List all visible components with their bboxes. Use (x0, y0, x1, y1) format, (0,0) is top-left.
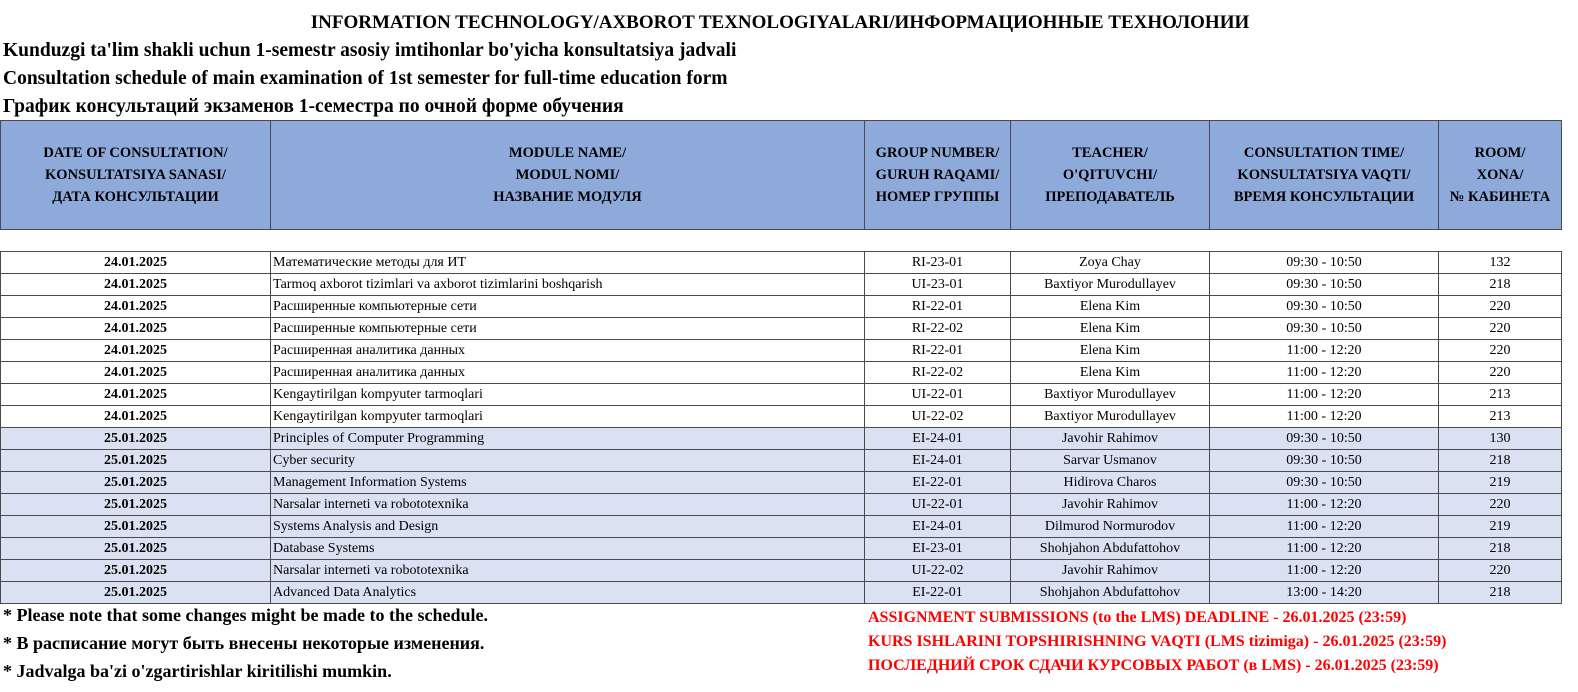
deadline-en: ASSIGNMENT SUBMISSIONS (to the LMS) DEADLINE - 26.01.2025 (23:59) (868, 609, 1407, 626)
time-cell: 09:30 - 10:50 (1210, 318, 1439, 340)
date-cell: 25.01.2025 (1, 538, 271, 560)
header-time-line-1: CONSULTATION TIME/ (1243, 145, 1405, 161)
teacher-cell: Shohjahon Abdufattohov (1011, 538, 1210, 560)
deadline-uz: KURS ISHLARINI TOPSHIRISHNING VAQTI (LMS tizimiga) - 26.01.2025 (23:59) (868, 633, 1447, 650)
header-group-line-1: GROUP NUMBER/ (875, 145, 1000, 161)
teacher-cell: Elena Kim (1011, 340, 1210, 362)
room-cell: 220 (1439, 494, 1562, 516)
deadline-ru: ПОСЛЕДНИЙ СРОК СДАЧИ КУРСОВЫХ РАБОТ (в LMS) - 26.01.2025 (23:59) (868, 657, 1439, 674)
table-row (1, 472, 1562, 494)
table-row (1, 274, 1562, 296)
date-cell: 24.01.2025 (1, 252, 271, 274)
time-cell: 09:30 - 10:50 (1210, 450, 1439, 472)
group-cell: UI-22-01 (865, 384, 1011, 406)
module-cell: Database Systems (271, 538, 865, 560)
table-row (1, 538, 1562, 560)
time-cell: 11:00 - 12:20 (1210, 362, 1439, 384)
header-time (1210, 121, 1439, 230)
table-row (1, 362, 1562, 384)
module-cell: Principles of Computer Programming (271, 428, 865, 450)
module-cell: Systems Analysis and Design (271, 516, 865, 538)
date-cell: 24.01.2025 (1, 318, 271, 340)
room-cell: 220 (1439, 296, 1562, 318)
time-cell: 13:00 - 14:20 (1210, 582, 1439, 604)
time-cell: 09:30 - 10:50 (1210, 296, 1439, 318)
header-row (1, 121, 1562, 230)
date-cell: 25.01.2025 (1, 428, 271, 450)
room-cell: 219 (1439, 472, 1562, 494)
header-group-line-2: GURUH RAQAMI/ (875, 167, 1000, 183)
spacer-cell (1, 230, 1562, 252)
table-row (1, 296, 1562, 318)
note-uz: * Jadvalga ba'zi o'zgartirishlar kiritilishi mumkin. (3, 661, 392, 681)
date-cell: 24.01.2025 (1, 384, 271, 406)
teacher-cell: Hidirova Charos (1011, 472, 1210, 494)
time-cell: 11:00 - 12:20 (1210, 384, 1439, 406)
header-teacher-line-2: O'QITUVCHI/ (1062, 167, 1158, 183)
module-cell: Management Information Systems (271, 472, 865, 494)
teacher-cell: Javohir Rahimov (1011, 560, 1210, 582)
header-room-line-2: XONA/ (1476, 167, 1524, 183)
group-cell: EI-24-01 (865, 428, 1011, 450)
note-en: * Please note that some changes might be made to the schedule. (3, 605, 488, 625)
date-cell: 24.01.2025 (1, 274, 271, 296)
table-row (1, 252, 1562, 274)
date-cell: 25.01.2025 (1, 450, 271, 472)
table-row (1, 582, 1562, 604)
header-room-line-1: ROOM/ (1474, 145, 1526, 161)
group-cell: RI-22-01 (865, 340, 1011, 362)
header-time-line-3: ВРЕМЯ КОНСУЛЬТАЦИИ (1233, 189, 1415, 205)
date-cell: 24.01.2025 (1, 296, 271, 318)
teacher-cell: Sarvar Usmanov (1011, 450, 1210, 472)
teacher-cell: Elena Kim (1011, 318, 1210, 340)
room-cell: 218 (1439, 450, 1562, 472)
group-cell: UI-22-02 (865, 406, 1011, 428)
module-cell: Расширенная аналитика данных (271, 340, 865, 362)
module-cell: Tarmoq axborot tizimlari va axborot tizimlarini boshqarish (271, 274, 865, 296)
teacher-cell: Javohir Rahimov (1011, 494, 1210, 516)
room-cell: 130 (1439, 428, 1562, 450)
module-cell: Kengaytirilgan kompyuter tarmoqlari (271, 406, 865, 428)
room-cell: 218 (1439, 274, 1562, 296)
room-cell: 132 (1439, 252, 1562, 274)
time-cell: 11:00 - 12:20 (1210, 516, 1439, 538)
date-cell: 25.01.2025 (1, 494, 271, 516)
date-cell: 24.01.2025 (1, 406, 271, 428)
header-teacher-line-3: ПРЕПОДАВАТЕЛЬ (1045, 189, 1175, 205)
group-cell: UI-22-01 (865, 494, 1011, 516)
group-cell: RI-22-01 (865, 296, 1011, 318)
group-cell: RI-22-02 (865, 318, 1011, 340)
teacher-cell: Baxtiyor Murodullayev (1011, 274, 1210, 296)
time-cell: 11:00 - 12:20 (1210, 560, 1439, 582)
date-cell: 25.01.2025 (1, 560, 271, 582)
table-row (1, 428, 1562, 450)
header-teacher (1011, 121, 1210, 230)
group-cell: EI-22-01 (865, 582, 1011, 604)
date-cell: 25.01.2025 (1, 516, 271, 538)
teacher-cell: Elena Kim (1011, 362, 1210, 384)
header-date (1, 121, 271, 230)
header-spacer-row (1, 230, 1562, 252)
table-header (1, 121, 1562, 230)
module-cell: Cyber security (271, 450, 865, 472)
header-module-line-3: НАЗВАНИЕ МОДУЛЯ (493, 189, 642, 205)
time-cell: 09:30 - 10:50 (1210, 428, 1439, 450)
teacher-cell: Baxtiyor Murodullayev (1011, 406, 1210, 428)
time-cell: 11:00 - 12:20 (1210, 538, 1439, 560)
subtitle-ru: График консультаций экзаменов 1-семестра по очной форме обучения (3, 96, 624, 117)
table-row (1, 560, 1562, 582)
time-cell: 11:00 - 12:20 (1210, 406, 1439, 428)
header-date-line-2: KONSULTATSIYA SANASI/ (45, 167, 226, 183)
header-room-line-3: № КАБИНЕТА (1449, 189, 1551, 205)
room-cell: 218 (1439, 582, 1562, 604)
time-cell: 11:00 - 12:20 (1210, 340, 1439, 362)
header-module-line-1: MODULE NAME/ (508, 145, 627, 161)
table-row (1, 384, 1562, 406)
module-cell: Kengaytirilgan kompyuter tarmoqlari (271, 384, 865, 406)
group-cell: UI-23-01 (865, 274, 1011, 296)
header-date-line-1: DATE OF CONSULTATION/ (43, 145, 228, 161)
header-time-line-2: KONSULTATSIYA VAQTI/ (1237, 167, 1411, 183)
module-cell: Расширенные компьютерные сети (271, 296, 865, 318)
table-row (1, 494, 1562, 516)
teacher-cell: Zoya Chay (1011, 252, 1210, 274)
subtitle-uz: Kunduzgi ta'lim shakli uchun 1-semestr asosiy imtihonlar bo'yicha konsultatsiya jadvali (3, 40, 737, 61)
room-cell: 220 (1439, 362, 1562, 384)
table-row (1, 318, 1562, 340)
room-cell: 213 (1439, 406, 1562, 428)
room-cell: 213 (1439, 384, 1562, 406)
header-date-line-3: ДАТА КОНСУЛЬТАЦИИ (52, 189, 219, 205)
module-cell: Advanced Data Analytics (271, 582, 865, 604)
room-cell: 220 (1439, 560, 1562, 582)
note-ru: * В расписание могут быть внесены некоторые изменения. (3, 633, 485, 653)
room-cell: 220 (1439, 318, 1562, 340)
group-cell: EI-22-01 (865, 472, 1011, 494)
module-cell: Narsalar interneti va robototexnika (271, 560, 865, 582)
consultation-schedule-table (0, 120, 1562, 604)
group-cell: EI-24-01 (865, 516, 1011, 538)
room-cell: 219 (1439, 516, 1562, 538)
header-room (1439, 121, 1562, 230)
module-cell: Математические методы для ИТ (271, 252, 865, 274)
room-cell: 218 (1439, 538, 1562, 560)
header-module (271, 121, 865, 230)
group-cell: UI-22-02 (865, 560, 1011, 582)
group-cell: RI-23-01 (865, 252, 1011, 274)
table-row (1, 450, 1562, 472)
header-module-line-2: MODUL NOMI/ (515, 167, 620, 183)
document-title: INFORMATION TECHNOLOGY/AXBOROT TEXNOLOGIYALARI/ИНФОРМАЦИОННЫЕ ТЕХНОЛОНИИ (310, 12, 1250, 33)
subtitle-en: Consultation schedule of main examination of 1st semester for full-time education form (3, 68, 728, 89)
table-row (1, 340, 1562, 362)
table-row (1, 406, 1562, 428)
time-cell: 09:30 - 10:50 (1210, 472, 1439, 494)
teacher-cell: Shohjahon Abdufattohov (1011, 582, 1210, 604)
header-teacher-line-1: TEACHER/ (1072, 145, 1148, 161)
group-cell: EI-24-01 (865, 450, 1011, 472)
time-cell: 11:00 - 12:20 (1210, 494, 1439, 516)
date-cell: 24.01.2025 (1, 362, 271, 384)
module-cell: Расширенные компьютерные сети (271, 318, 865, 340)
teacher-cell: Elena Kim (1011, 296, 1210, 318)
teacher-cell: Dilmurod Normurodov (1011, 516, 1210, 538)
date-cell: 25.01.2025 (1, 472, 271, 494)
group-cell: EI-23-01 (865, 538, 1011, 560)
table-row (1, 516, 1562, 538)
header-group (865, 121, 1011, 230)
time-cell: 09:30 - 10:50 (1210, 252, 1439, 274)
date-cell: 25.01.2025 (1, 582, 271, 604)
header-group-line-3: НОМЕР ГРУППЫ (875, 189, 1000, 205)
table-body (1, 230, 1562, 604)
teacher-cell: Javohir Rahimov (1011, 428, 1210, 450)
module-cell: Narsalar interneti va robototexnika (271, 494, 865, 516)
group-cell: RI-22-02 (865, 362, 1011, 384)
time-cell: 09:30 - 10:50 (1210, 274, 1439, 296)
module-cell: Расширенная аналитика данных (271, 362, 865, 384)
room-cell: 220 (1439, 340, 1562, 362)
teacher-cell: Baxtiyor Murodullayev (1011, 384, 1210, 406)
date-cell: 24.01.2025 (1, 340, 271, 362)
